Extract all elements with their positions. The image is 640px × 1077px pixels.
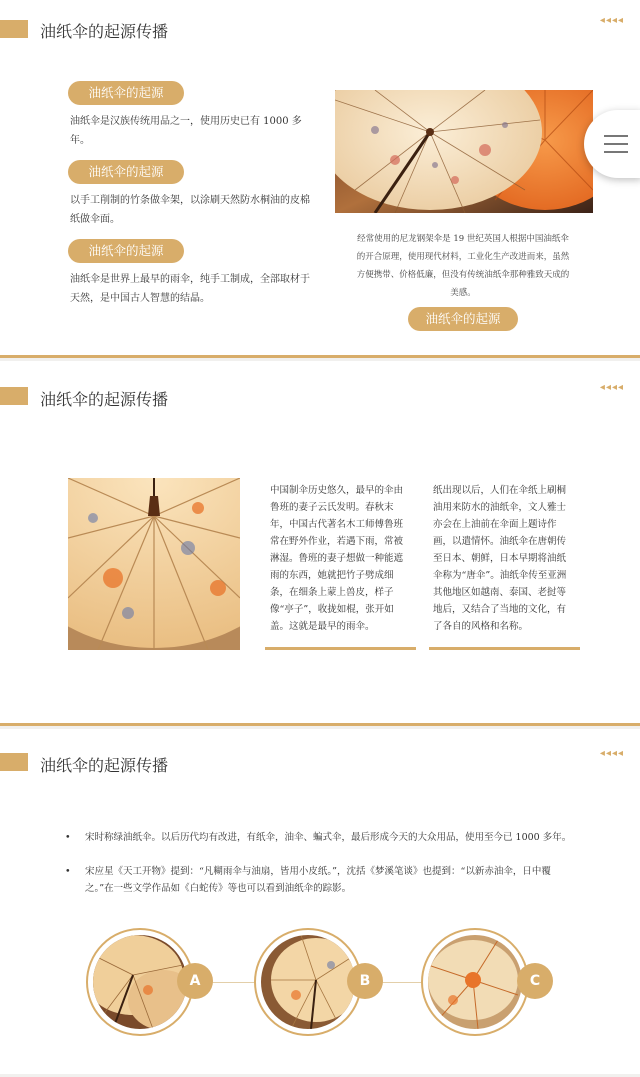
slide-3 bbox=[0, 729, 640, 1074]
hamburger-icon-line-2 bbox=[604, 143, 628, 145]
bullet-dot-icon: • bbox=[65, 832, 71, 843]
umbrella-thumb-a bbox=[93, 935, 187, 1029]
hamburger-icon-line-3 bbox=[604, 151, 628, 153]
umbrella-thumb-c bbox=[428, 935, 522, 1029]
slide-2 bbox=[0, 361, 640, 723]
bullet-dot-icon: • bbox=[65, 866, 71, 877]
slide-title: 油纸伞的起源传播 bbox=[40, 756, 169, 775]
origin-pill-4: 油纸伞的起源 bbox=[408, 307, 518, 331]
history-column-2: 纸出现以后，人们在伞纸上刷桐油用来防水的油纸伞，文人雅士亦会在上油前在伞面上题诗作画，以遣情怀。油纸伞在唐朝传至日本、朝鲜，日本早期将油纸伞称为“唐伞”。油纸伞传至亚洲其他地区如越南、泰国、老挝等地后，又结合了当地的文化，有了各自的风格和名称。 bbox=[433, 485, 567, 632]
bullet-text-2: 宋应星《天工开物》提到：“凡糊雨伞与油扇，皆用小皮纸。”，沈括《梦溪笔谈》也提到：“以新赤油伞，日中覆之。”在一些文学作品如《白蛇传》等也可以看到油纸伞的踪影。 bbox=[85, 866, 551, 894]
umbrella-circle-c bbox=[421, 928, 529, 1036]
slide-1 bbox=[0, 0, 640, 355]
arrows-decoration-icon: ◂◂◂◂ bbox=[599, 382, 624, 393]
arrows-decoration-icon: ◂◂◂◂ bbox=[599, 15, 624, 26]
badge-b: B bbox=[347, 963, 383, 999]
origin-pill-2: 油纸伞的起源 bbox=[68, 160, 184, 184]
umbrella-circle-b bbox=[254, 928, 362, 1036]
column-2-underline bbox=[429, 647, 580, 650]
umbrella-closeup-photo bbox=[68, 478, 240, 650]
slide-separator bbox=[0, 355, 640, 358]
badge-c: C bbox=[517, 963, 553, 999]
hamburger-icon bbox=[604, 135, 628, 137]
origin-text-3: 油纸伞是世界上最早的雨伞，纯手工制成，全部取材于天然，是中国古人智慧的结晶。 bbox=[70, 274, 310, 304]
origin-pill-3: 油纸伞的起源 bbox=[68, 239, 184, 263]
slide-separator bbox=[0, 723, 640, 726]
slide-title: 油纸伞的起源传播 bbox=[40, 390, 169, 409]
umbrella-photo bbox=[335, 90, 593, 213]
umbrella-thumb-b bbox=[261, 935, 355, 1029]
history-column-1: 中国制伞历史悠久，最早的伞由鲁班的妻子云氏发明。春秋末年，中国古代著名木工师傅鲁班常在野外作业，若遇下雨，常被淋湿。鲁班的妻子想做一种能遮雨的东西，她就把竹子劈成细条，在细条上蒙上兽皮，样子像“亭子”，收拢如棍，张开如盖。这就是最早的雨伞。 bbox=[270, 485, 404, 632]
slide-title: 油纸伞的起源传播 bbox=[40, 22, 169, 41]
origin-text-1: 油纸伞是汉族传统用品之一，使用历史已有 1000 多年。 bbox=[70, 116, 302, 146]
column-1-underline bbox=[265, 647, 416, 650]
badge-a: A bbox=[177, 963, 213, 999]
origin-text-2: 以手工削制的竹条做伞架，以涂刷天然防水桐油的皮棉纸做伞面。 bbox=[70, 195, 310, 225]
header-accent-bar bbox=[0, 20, 28, 38]
bullet-item-2 bbox=[65, 863, 577, 897]
arrows-decoration-icon: ◂◂◂◂ bbox=[599, 748, 624, 759]
header-accent-bar bbox=[0, 387, 28, 405]
bullet-item-1 bbox=[65, 829, 577, 846]
umbrella-caption: 经常使用的尼龙钢架伞是 19 世纪英国人根据中国油纸伞的开合原理，使用现代材料，工业化生产改进而来，虽然方便携带、价格低廉，但没有传统油纸伞那种雅致天成的美感。 bbox=[356, 234, 570, 298]
origin-pill-1: 油纸伞的起源 bbox=[68, 81, 184, 105]
bullet-text-1: 宋时称绿油纸伞。以后历代均有改进，有纸伞，油伞、蝙式伞，最后形成今天的大众用品，使用至今已 1000 多年。 bbox=[85, 832, 572, 843]
header-accent-bar bbox=[0, 753, 28, 771]
